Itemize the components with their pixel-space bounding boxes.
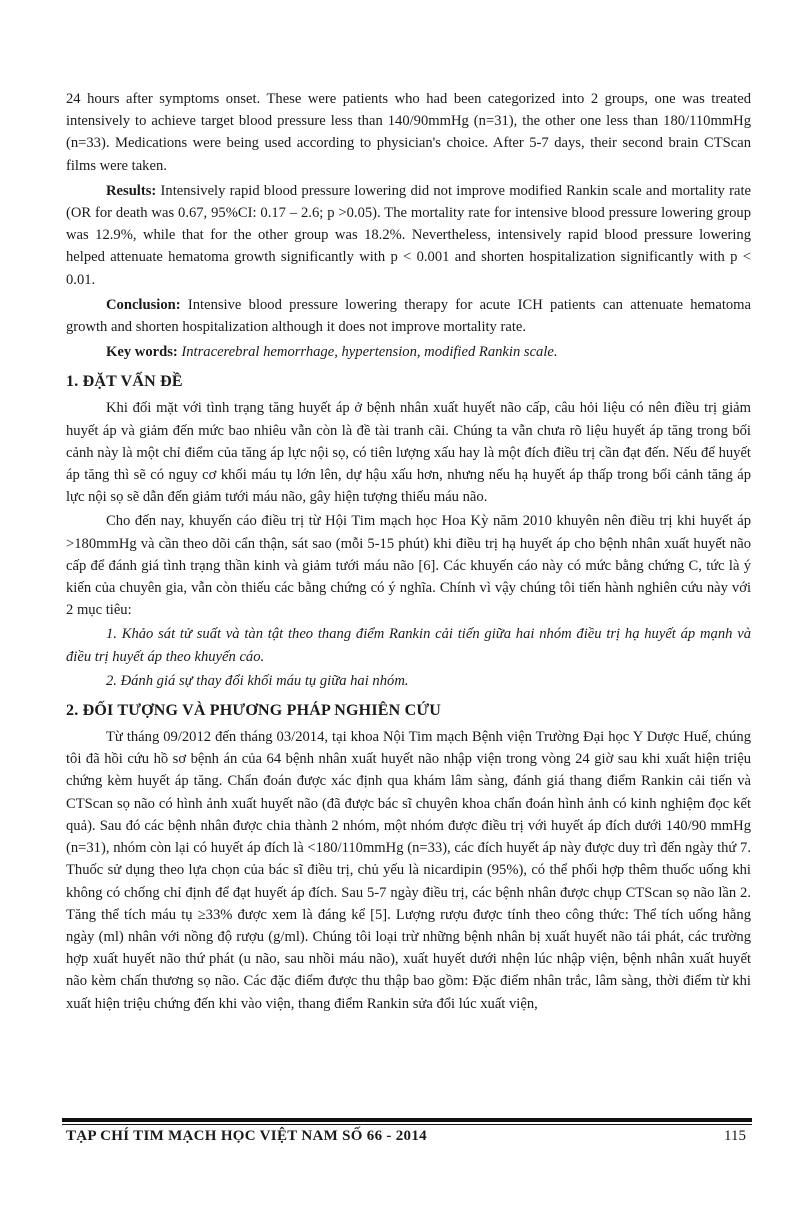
conclusion-label: Conclusion:: [106, 296, 181, 313]
section-2-heading: 2. ĐỐI TƯỢNG VÀ PHƯƠNG PHÁP NGHIÊN CỨU: [66, 702, 442, 720]
page-number: 115: [724, 1128, 746, 1144]
results-text: Intensively rapid blood pressure lowering did not improve modified Rankin scale and mortality rate (OR for death was 0.67, 95%CI: 0.17 – 2.6; p >0.05). The mortality rate for intensive blood pressure lowering group was 12.9%, while that for the other group was 18.2%. Nevertheless, intensively rapid blood pressure lowering helped attenuate hematoma growth significantly with p < 0.001 and shorten hospitalization significantly with p < 0.01.: [66, 182, 751, 288]
section-1-paragraph-2: Cho đến nay, khuyến cáo điều trị từ Hội Tim mạch học Hoa Kỳ năm 2010 khuyên nên điều trị khi huyết áp >180mmHg và cần theo dõi cẩn thận, sát sao (mỗi 5-15 phút) khi điều trị hạ huyết áp cho bệnh nhân xuất huyết não cấp để đánh giá tình trạng thần kinh và giảm tưới máu não [6]. Các khuyến cáo này có mức bằng chứng C, tức là ý kiến của chuyên gia, vẫn còn thiếu các bằng chứng có ý nghĩa. Chính vì vậy chúng tôi tiến hành nghiên cứu này với 2 mục tiêu:: [66, 513, 751, 619]
results-label: Results:: [106, 182, 157, 199]
abstract-results: [66, 180, 751, 291]
abstract-keywords: [66, 341, 751, 363]
keywords-text: Intracerebral hemorrhage, hypertension, modified Rankin scale.: [177, 344, 558, 361]
footer-rule-thick: [62, 1118, 752, 1122]
section-1-heading: 1. ĐẶT VẤN ĐỀ: [66, 373, 183, 391]
abstract-methods-continued: 24 hours after symptoms onset. These were patients who had been categorized into 2 groups, one was treated intensively to achieve target blood pressure less than 140/90mmHg (n=31), the other one less than 180/110mmHg (n=33). Medications were being used according to physician's choice. After 5-7 days, their second brain CTScan films were taken.: [66, 91, 751, 174]
section-1-paragraph-1: Khi đối mặt với tình trạng tăng huyết áp ở bệnh nhân xuất huyết não cấp, câu hỏi liệu có nên điều trị giảm huyết áp và giảm đến mức bao nhiêu vẫn còn là đề tài tranh cãi. Chúng ta vẫn chưa rõ liệu huyết áp tăng trong bối cảnh này là một chỉ điểm của tăng áp lực nội sọ, có tiên lượng xấu hay là một đích điều trị cần đạt đến. Nếu để huyết áp tăng thì sẽ có nguy cơ khối máu tụ lớn lên, dự hậu xấu hơn, nhưng nếu hạ huyết áp thấp trong bối cảnh tăng áp lực nội sọ sẽ dẫn đến giảm tưới máu não, gây hiện tượng thiếu máu não.: [66, 400, 751, 506]
conclusion-text: Intensive blood pressure lowering therapy for acute ICH patients can attenuate hematoma growth and shorten hospitalization although it does not improve mortality rate.: [66, 296, 751, 336]
section-2-paragraph-1: Từ tháng 09/2012 đến tháng 03/2014, tại khoa Nội Tim mạch Bệnh viện Trường Đại học Y Dược Huế, chúng tôi đã hồi cứu hồ sơ bệnh án của 64 bệnh nhân xuất huyết não nhập viện trong vòng 24 giờ sau khi xuất hiện triệu chứng kèm huyết áp tăng. Chẩn đoán được xác định qua khám lâm sàng, đánh giá thang điểm Rankin cải tiến và CTScan sọ não có hình ảnh xuất huyết não (đã được bác sĩ chuyên khoa chẩn đoán hình ảnh có kinh nghiệm đọc kết quả). Sau đó các bệnh nhân được chia thành 2 nhóm, một nhóm được điều trị với huyết áp đích dưới 140/90 mmHg (n=31), nhóm còn lại có huyết áp đích là <180/110mmHg (n=33), các đích huyết áp này được duy trì đến ngày thứ 7. Thuốc sử dụng theo lựa chọn của bác sĩ điều trị, chủ yếu là nicardipin (95%), có thể phối hợp thêm thuốc uống khi không có chống chỉ định để đạt huyết áp đích. Sau 5-7 ngày điều trị, các bệnh nhân được chụp CTScan sọ não lần 2. Tăng thể tích máu tụ ≥33% được xem là đáng kể [5]. Lượng rượu được tính theo công thức: Thể tích uống hằng ngày (ml) nhân với nồng độ rượu (g/ml). Chúng tôi loại trừ những bệnh nhân bị xuất huyết não tái phát, các trường hợp xuất huyết não thứ phát (u não, sau nhồi máu não), xuất huyết dưới nhện lúc nhập viện, bệnh nhân xuất huyết não kèm chấn thương sọ não. Các đặc điểm được thu thập bao gồm: Đặc điểm nhân trắc, lâm sàng, thời điểm từ khi xuất hiện triệu chứng đến khi vào viện, thang điểm Rankin sửa đổi lúc xuất viện,: [66, 729, 751, 1012]
objective-1: 1. Khảo sát tử suất và tàn tật theo thang điểm Rankin cải tiến giữa hai nhóm điều trị hạ huyết áp mạnh và điều trị huyết áp theo khuyến cáo.: [66, 626, 751, 665]
page-body: [66, 88, 751, 1015]
footer-journal-title: TẠP CHÍ TIM MẠCH HỌC VIỆT NAM SỐ 66 - 2014: [66, 1128, 427, 1144]
footer-rule-thin: [62, 1124, 752, 1125]
keywords-label: Key words:: [106, 344, 178, 361]
abstract-conclusion: [66, 294, 751, 338]
objective-2: 2. Đánh giá sự thay đổi khối máu tụ giữa hai nhóm.: [106, 672, 409, 689]
abstract: [66, 88, 751, 363]
